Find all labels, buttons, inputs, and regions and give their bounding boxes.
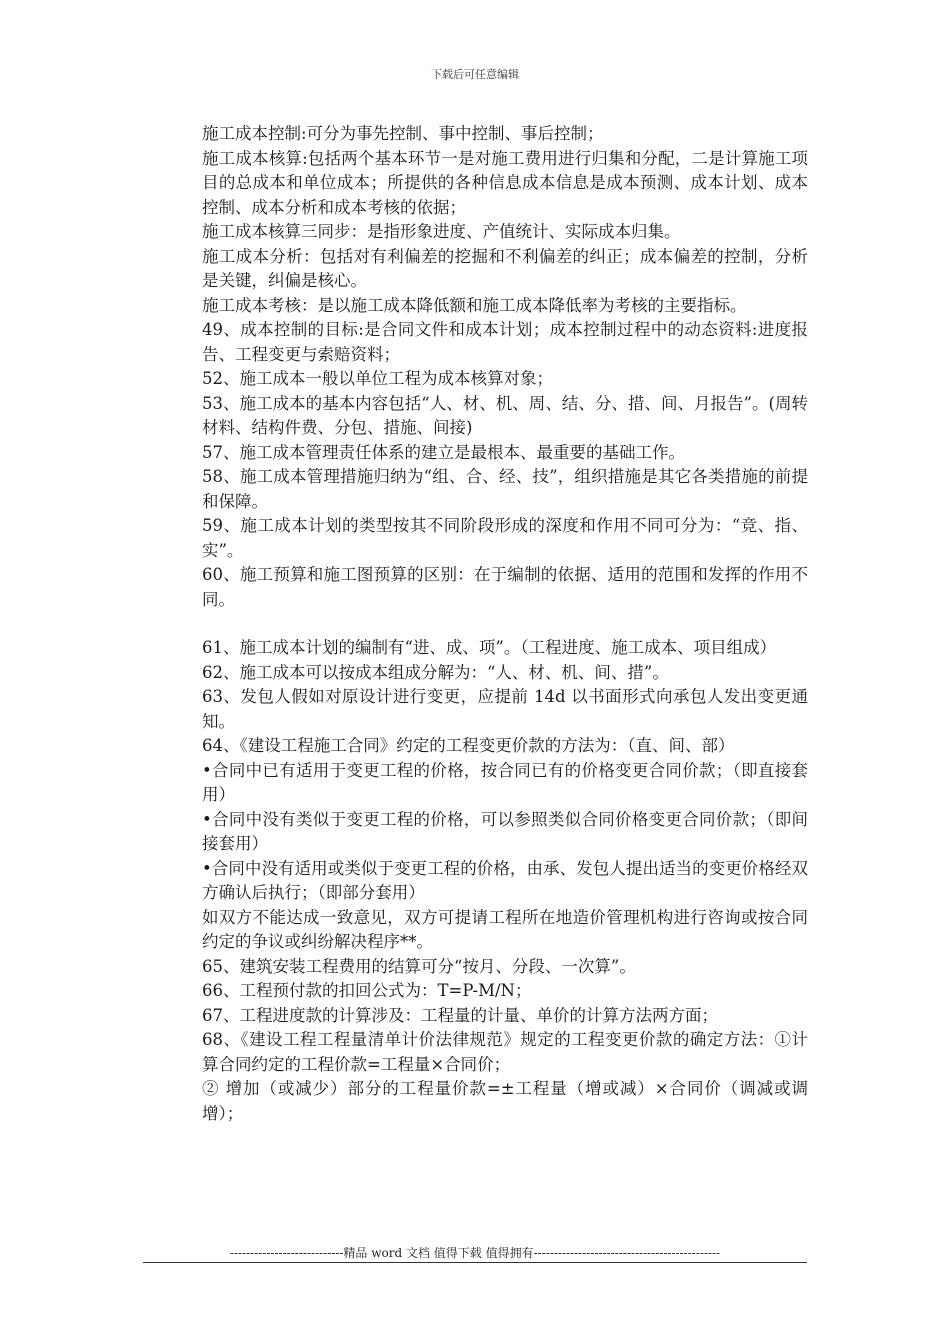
- paragraph: 67、工程进度款的计算涉及：工程量的计量、单价的计算方法两方面；: [202, 1005, 718, 1025]
- paragraph: 施工成本控制:可分为事先控制、事中控制、事后控制；: [202, 124, 604, 143]
- page-header: 下载后可任意编辑: [431, 68, 519, 81]
- paragraph: 65、建筑安装工程费用的结算可分“按月、分段、一次算”。: [202, 956, 636, 976]
- paragraph: 62、施工成本可以按成本组成分解为：“人、材、机、间、措”。: [202, 662, 669, 682]
- paragraph: 60、施工预算和施工图预算的区别：在于编制的依据、适用的范围和发挥的作用不同。: [202, 565, 808, 609]
- paragraph: 58、施工成本管理措施归纳为“组、合、经、技”，组织措施是其它各类措施的前提和保障。: [202, 467, 808, 511]
- paragraph: 63、发包人假如对原设计进行变更，应提前 14d 以书面形式向承包人发出变更通知。: [202, 687, 808, 731]
- paragraph: 66、工程预付款的扣回公式为：T=P-M/N；: [202, 981, 532, 1000]
- paragraph: ② 增加（或减少）部分的工程量价款=±工程量（增或减）×合同价（调减或调增）；: [202, 1079, 808, 1123]
- paragraph: 59、施工成本计划的类型按其不同阶段形成的深度和作用不同可分为：“竞、指、实”。: [202, 516, 808, 560]
- paragraph: 61、施工成本计划的编制有“进、成、项”。（工程进度、施工成本、项目组成）: [202, 638, 777, 657]
- paragraph: 施工成本考核：是以施工成本降低额和施工成本降低率为考核的主要指标。: [202, 295, 747, 315]
- paragraph: 68、《建设工程工程量清单计价法律规范》规定的工程变更价款的确定方法：①计算合同约定的工程价款=工程量×合同价；: [202, 1030, 808, 1074]
- paragraph: 施工成本核算三同步：是指形象进度、产值统计、实际成本归集。: [202, 222, 681, 241]
- paragraph: 施工成本核算:包括两个基本环节一是对施工费用进行归集和分配，二是计算施工项目的总成本和单位成本；所提供的各种信息成本信息是成本预测、成本计划、成本控制、成本分析和成本考核的依据；: [202, 148, 808, 217]
- paragraph: 施工成本分析：包括对有利偏差的挖掘和不利偏差的纠正；成本偏差的控制，分析是关键，纠偏是核心。: [202, 246, 808, 290]
- paragraph: 53、施工成本的基本内容包括“人、材、机、周、结、分、措、间、月报告”。(周转材料、结构件费、分包、措施、间接): [202, 393, 808, 437]
- bullet-item: •合同中没有适用或类似于变更工程的价格，由承、发包人提出适当的变更价格经双方确认后执行；（即部分套用）: [202, 858, 808, 902]
- paragraph: 57、施工成本管理责任体系的建立是最根本、最重要的基础工作。: [202, 442, 685, 462]
- footer-divider: [143, 1262, 807, 1263]
- paragraph: 49、成本控制的目标:是合同文件和成本计划；成本控制过程中的动态资料:进度报告、工程变更与索赔资料；: [202, 320, 808, 364]
- bullet-item: •合同中已有适用于变更工程的价格，按合同已有的价格变更合同价款；（即直接套用）: [202, 760, 808, 804]
- paragraph: 如双方不能达成一致意见，双方可提请工程所在地造价管理机构进行咨询或按合同约定的争议或纠纷解决程序**。: [202, 907, 808, 951]
- page-footer: ----------------------------精品 word 文档 值得下载 值得拥有----------------------------------------------: [229, 1246, 721, 1260]
- paragraph-gap: [202, 612, 808, 636]
- bullet-item: •合同中没有类似于变更工程的价格，可以参照类似合同价格变更合同价款；（即间接套用）: [202, 809, 808, 853]
- document-body: [202, 122, 808, 1126]
- paragraph: 52、施工成本一般以单位工程为成本核算对象；: [202, 369, 553, 388]
- paragraph: 64、《建设工程施工合同》约定的工程变更价款的方法为：（直、间、部）: [202, 736, 735, 755]
